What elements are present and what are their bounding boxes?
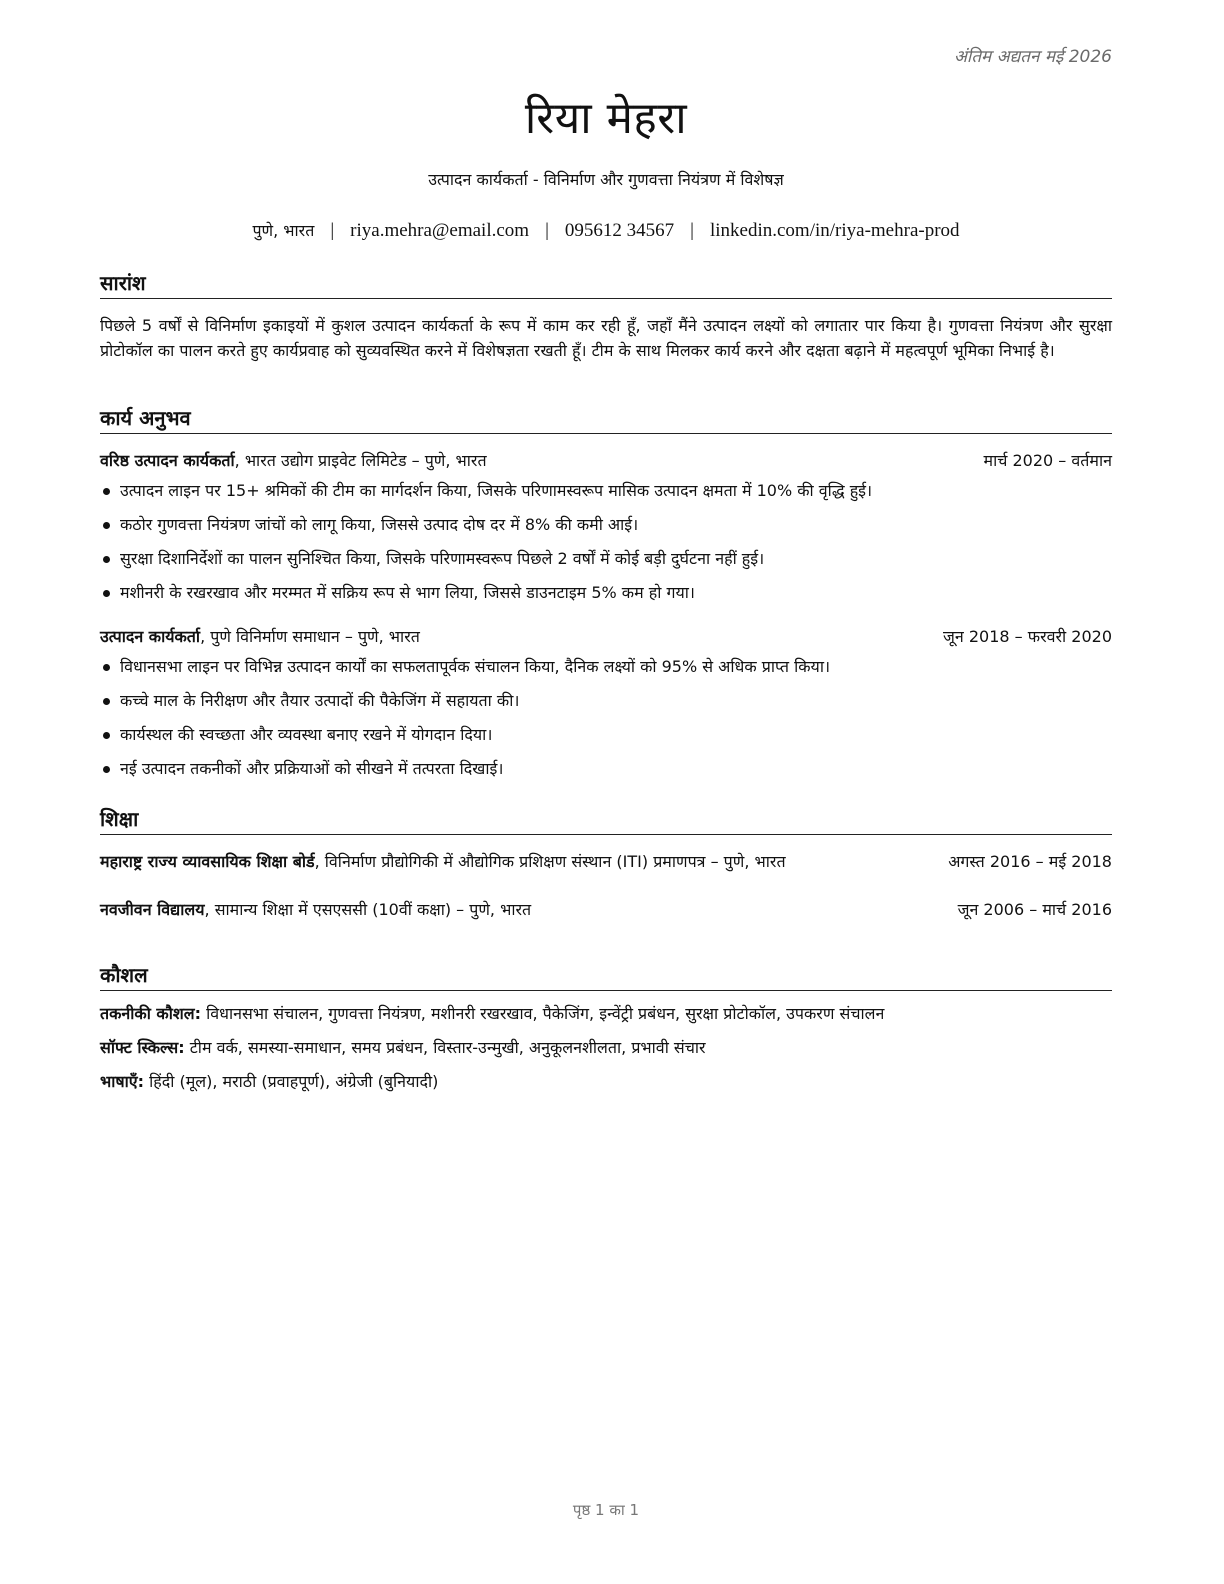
skills-section <box>100 962 1112 1099</box>
skill-label: सॉफ्ट स्किल्स: <box>100 1038 185 1057</box>
experience-section <box>100 405 1112 786</box>
bullet-item: कार्यस्थल की स्वच्छता और व्यवस्था बनाए रखने में योगदान दिया। <box>100 718 1112 752</box>
contact-linkedin[interactable]: linkedin.com/in/riya-mehra-prod <box>709 220 960 241</box>
bullet-item: कच्चे माल के निरीक्षण और तैयार उत्पादों की पैकेजिंग में सहायता की। <box>100 684 1112 718</box>
skill-label: तकनीकी कौशल: <box>100 1004 201 1023</box>
school-name: महाराष्ट्र राज्य व्यावसायिक शिक्षा बोर्ड <box>100 852 315 871</box>
section-title: कार्य अनुभव <box>100 405 1112 434</box>
education-dates: जून 2006 – मार्च 2016 <box>957 900 1112 919</box>
last-updated: अंतिम अद्यतन मई 2026 <box>953 47 1112 67</box>
job-entry <box>100 624 1112 786</box>
job-dates: मार्च 2020 – वर्तमान <box>983 451 1112 470</box>
job-role: वरिष्ठ उत्पादन कार्यकर्ता <box>100 451 235 470</box>
page-number: पृष्ठ 1 का 1 <box>572 1501 640 1519</box>
section-title: शिक्षा <box>100 806 1112 835</box>
education-entry <box>100 897 1112 922</box>
contact-separator: | <box>690 220 694 241</box>
summary-section <box>100 270 1112 363</box>
skill-value: विधानसभा संचालन, गुणवत्ता नियंत्रण, मशीनरी रखरखाव, पैकेजिंग, इन्वेंट्री प्रबंधन, सुरक्षा प्रोटोकॉल, उपकरण संचालन <box>201 1004 885 1023</box>
job-role: उत्पादन कार्यकर्ता <box>100 627 201 646</box>
section-title: सारांश <box>100 270 1112 299</box>
skill-value: टीम वर्क, समस्या-समाधान, समय प्रबंधन, विस्तार-उन्मुखी, अनुकूलनशीलता, प्रभावी संचार <box>184 1038 706 1057</box>
bullet-item: मशीनरी के रखरखाव और मरम्मत में सक्रिय रूप से भाग लिया, जिससे डाउनटाइम 5% कम हो गया। <box>100 576 1112 610</box>
school-detail: , सामान्य शिक्षा में एसएससी (10वीं कक्षा) – पुणे, भारत <box>204 900 532 919</box>
job-header <box>100 448 1112 474</box>
education-entry <box>100 849 1112 874</box>
job-header <box>100 624 1112 650</box>
bullet-item: विधानसभा लाइन पर विभिन्न उत्पादन कार्यों का सफलतापूर्वक संचालन किया, दैनिक लक्ष्यों को 95% से अधिक प्राप्त किया। <box>100 650 1112 684</box>
skill-row <box>100 997 1112 1031</box>
skill-label: भाषाएँ: <box>100 1072 145 1091</box>
contact-email[interactable]: riya.mehra@email.com <box>350 220 530 241</box>
contact-line <box>100 219 1112 242</box>
school-name: नवजीवन विद्यालय <box>100 900 205 919</box>
job-bullets <box>100 650 1112 786</box>
job-org: , भारत उद्योग प्राइवेट लिमिटेड – पुणे, भारत <box>234 451 487 470</box>
contact-separator: | <box>330 220 335 241</box>
job-bullets <box>100 474 1112 610</box>
bullet-item: उत्पादन लाइन पर 15+ श्रमिकों की टीम का मार्गदर्शन किया, जिसके परिणामस्वरूप मासिक उत्पादन क्षमता में 10% की वृद्धि हुई। <box>100 474 1112 508</box>
job-dates: जून 2018 – फरवरी 2020 <box>943 627 1112 646</box>
candidate-name: रिया मेहरा <box>524 93 688 144</box>
bullet-item: सुरक्षा दिशानिर्देशों का पालन सुनिश्चित किया, जिसके परिणामस्वरूप पिछले 2 वर्षों में कोई बड़ी दुर्घटना नहीं हुई। <box>100 542 1112 576</box>
bullet-item: नई उत्पादन तकनीकों और प्रक्रियाओं को सीखने में तत्परता दिखाई। <box>100 752 1112 786</box>
skill-row <box>100 1031 1112 1065</box>
headline: उत्पादन कार्यकर्ता - विनिर्माण और गुणवत्ता नियंत्रण में विशेषज्ञ <box>428 170 784 189</box>
contact-location: पुणे, भारत <box>252 221 315 240</box>
school-detail: , विनिर्माण प्रौद्योगिकी में औद्योगिक प्रशिक्षण संस्थान (ITI) प्रमाणपत्र – पुणे, भारत <box>314 852 786 871</box>
contact-phone: 095612 34567 <box>564 220 675 241</box>
contact-separator: | <box>545 220 549 241</box>
job-org: , पुणे विनिर्माण समाधान – पुणे, भारत <box>200 627 420 646</box>
job-entry <box>100 448 1112 610</box>
bullet-item: कठोर गुणवत्ता नियंत्रण जांचों को लागू किया, जिससे उत्पाद दोष दर में 8% की कमी आई। <box>100 508 1112 542</box>
skill-value: हिंदी (मूल), मराठी (प्रवाहपूर्ण), अंग्रेजी (बुनियादी) <box>144 1072 439 1091</box>
section-title: कौशल <box>100 962 1112 991</box>
skill-row <box>100 1065 1112 1099</box>
resume-page <box>100 0 1112 1584</box>
summary-text: पिछले 5 वर्षों से विनिर्माण इकाइयों में कुशल उत्पादन कार्यकर्ता के रूप में काम कर रही हूँ, जहाँ मैंने उत्पादन लक्ष्यों को लगातार पार किया है। गुणवत्ता नियंत्रण और सुरक्षा प्रोटोकॉल का पालन करते हुए कार्यप्रवाह को सुव्यवस्थित करने में विशेषज्ञता रखती हूँ। टीम के साथ मिलकर कार्य करने और दक्षता बढ़ाने में महत्वपूर्ण भूमिका निभाई है। <box>100 316 1112 360</box>
education-section <box>100 806 1112 922</box>
education-dates: अगस्त 2016 – मई 2018 <box>948 852 1112 871</box>
